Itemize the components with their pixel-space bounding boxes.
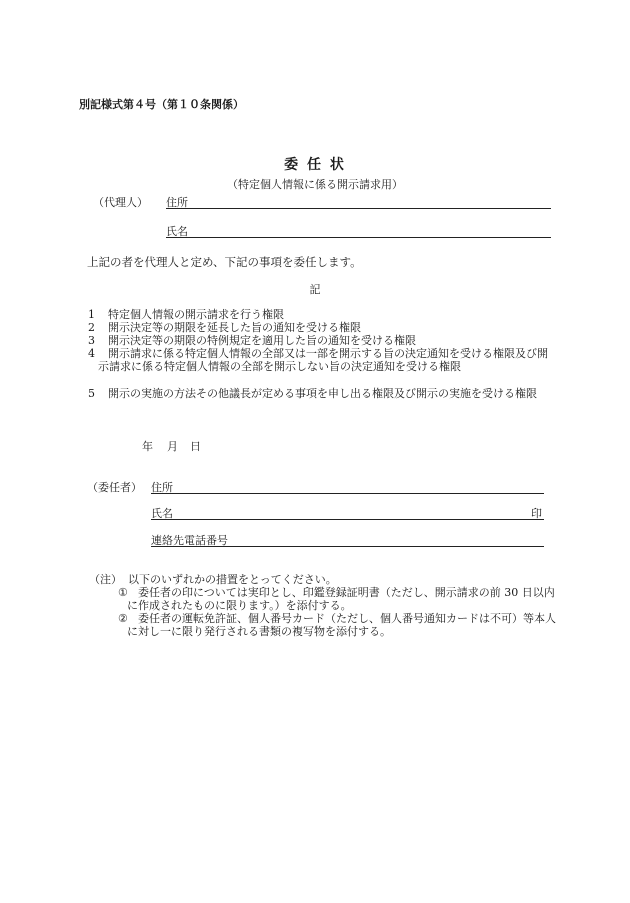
date-day-label: 日 [190, 440, 201, 453]
agent-name-line [166, 237, 551, 238]
note-mark: ① [118, 586, 128, 599]
agent-name-label: 氏名 [166, 225, 188, 238]
ki-label: 記 [309, 283, 321, 296]
delegator-phone-line [151, 546, 544, 547]
item-text: 開示の実施の方法その他議長が定める事項を申し出る権限及び開示の実施を受ける権限 [108, 387, 537, 400]
list-item [88, 308, 550, 321]
item-text: 開示請求に係る特定個人情報の全部又は一部を開示する旨の決定通知を受ける権限及び開示請求に係る特定個人情報の全部を開示しない旨の決定通知を受ける権限 [98, 347, 548, 373]
delegator-address-label: 住所 [151, 481, 173, 494]
item-text: 開示決定等の期限を延長した旨の通知を受ける権限 [108, 321, 361, 334]
note-item-text: 委任者の運転免許証、個人番号カード（ただし、個人番号通知カードは不可）等本人に対し一に限り発行される書類の複写物を添付する。 [127, 612, 556, 638]
agent-address-label: 住所 [166, 196, 188, 209]
date-month-label: 月 [167, 440, 178, 453]
delegator-phone-label: 連絡先電話番号 [151, 534, 228, 547]
item-number: 2 [88, 321, 95, 334]
delegation-statement: 上記の者を代理人と定め、下記の事項を委任します。 [87, 255, 362, 269]
note-intro: 以下のいずれかの措置をとってください。 [128, 573, 337, 586]
document-subtitle: （特定個人情報に係る開示請求用） [227, 178, 403, 191]
delegator-label: （委任者） [87, 481, 142, 494]
item-text: 特定個人情報の開示請求を行う権限 [108, 308, 284, 321]
document-title: 委 任 状 [284, 157, 346, 173]
date-year-label: 年 [142, 440, 153, 453]
item-number: 3 [88, 334, 95, 347]
seal-label: 印 [531, 507, 542, 520]
list-item [88, 321, 550, 334]
note-mark: ② [118, 612, 128, 625]
list-item [88, 334, 550, 347]
form-header: 別記様式第４号（第１０条関係） [79, 98, 244, 111]
list-item [88, 347, 550, 373]
note-item-text: 委任者の印については実印とし、印鑑登録証明書（ただし、開示請求の前 30 日以内に作成されたものに限ります。）を添付する。 [127, 586, 555, 612]
delegator-address-line [151, 493, 544, 494]
list-item [88, 387, 550, 400]
item-number: 4 [88, 347, 95, 360]
item-number: 5 [88, 387, 95, 400]
note-label: （注） [89, 573, 122, 586]
agent-label: （代理人） [93, 196, 148, 209]
delegator-name-line [151, 519, 544, 520]
item-text: 開示決定等の期限の特例規定を適用した旨の通知を受ける権限 [108, 334, 416, 347]
delegator-name-label: 氏名 [151, 507, 173, 520]
agent-address-line [166, 208, 551, 209]
item-number: 1 [88, 308, 95, 321]
